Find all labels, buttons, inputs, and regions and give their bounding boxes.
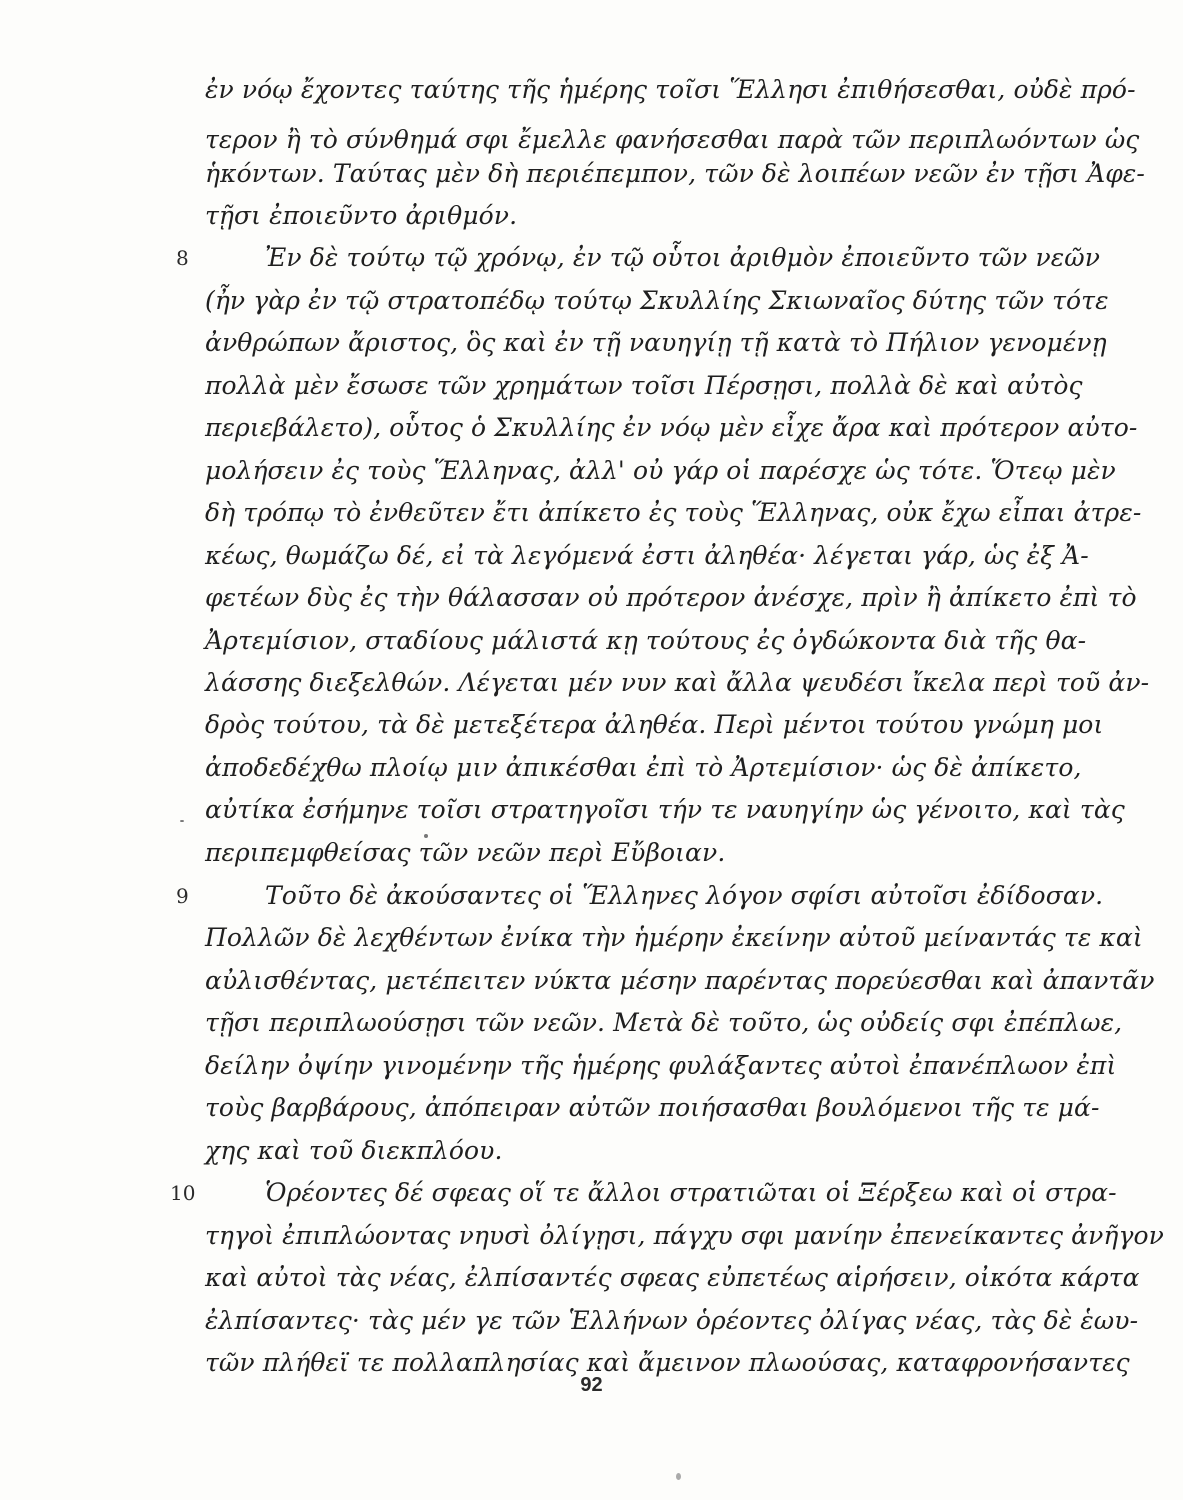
text-line: Πολλῶν δὲ λεχθέντων ἐνίκα τὴν ἡμέρην ἐκείνην αὐτοῦ μείναντάς τε καὶ <box>205 923 1143 952</box>
text-line: τοὺς βαρβάρους, ἀπόπειραν αὐτῶν ποιήσασθαι βουλόμενοι τῆς τε μά- <box>205 1093 1100 1122</box>
text-line: πολλὰ μὲν ἔσωσε τῶν χρημάτων τοῖσι Πέρσῃσι, πολλὰ δὲ καὶ αὐτὸς <box>205 371 1083 400</box>
text-line: δὴ τρόπῳ τὸ ἐνθεῦτεν ἔτι ἀπίκετο ἐς τοὺς Ἕλληνας, οὐκ ἔχω εἶπαι ἀτρε- <box>205 498 1142 527</box>
text-line: ἡκόντων. Ταύτας μὲν δὴ περιέπεμπον, τῶν δὲ λοιπέων νεῶν ἐν τῇσι Ἀφε- <box>205 159 1145 188</box>
section-number-9: 9 <box>176 884 189 908</box>
text-line: καὶ αὐτοὶ τὰς νέας, ἐλπίσαντές σφεας εὐπετέως αἱρήσειν, οἰκότα κάρτα <box>205 1263 1140 1292</box>
text-line: περιπεμφθείσας τῶν νεῶν περὶ Εὔβοιαν. <box>205 838 726 867</box>
text-line: λάσσης διεξελθών. Λέγεται μέν νυν καὶ ἄλλα ψευδέσι ἴκελα περὶ τοῦ ἀν- <box>205 668 1150 697</box>
text-line: Ὁρέοντες δέ σφεας οἵ τε ἄλλοι στρατιῶται οἱ Ξέρξεω καὶ οἱ στρα- <box>265 1178 1117 1207</box>
text-line: Ἀρτεμίσιον, σταδίους μάλιστά κῃ τούτους ἐς ὀγδώκοντα διὰ τῆς θα- <box>205 626 1087 655</box>
text-line: τηγοὶ ἐπιπλώοντας νηυσὶ ὀλίγῃσι, πάγχυ σφι μανίην ἐπενείκαντες ἀνῆγον <box>205 1221 1164 1250</box>
section-number-10: 10 <box>170 1181 196 1205</box>
text-line: αὐλισθέντας, μετέπειτεν νύκτα μέσην παρέντας πορεύεσθαι καὶ ἀπαντᾶν <box>205 966 1155 995</box>
text-line: αὐτίκα ἐσήμηνε τοῖσι στρατηγοῖσι τήν τε ναυηγίην ὡς γένοιτο, καὶ τὰς <box>205 795 1125 824</box>
text-line: (ἦν γὰρ ἐν τῷ στρατοπέδῳ τούτῳ Σκυλλίης Σκιωναῖος δύτης τῶν τότε <box>205 286 1109 315</box>
text-line: Τοῦτο δὲ ἀκούσαντες οἱ Ἕλληνες λόγον σφίσι αὐτοῖσι ἐδίδοσαν. <box>265 881 1104 910</box>
text-line: κέως, θωμάζω δέ, εἰ τὰ λεγόμενά ἐστι ἀληθέα· λέγεται γάρ, ὡς ἐξ Ἀ- <box>205 541 1089 570</box>
text-line: μολήσειν ἐς τοὺς Ἕλληνας, ἀλλ' οὐ γάρ οἱ παρέσχε ὡς τότε. Ὅτεῳ μὲν <box>205 456 1116 485</box>
scan-speck <box>676 1473 681 1480</box>
text-line: τῶν πλήθεϊ τε πολλαπλησίας καὶ ἄμεινον πλωούσας, καταφρονήσαντες <box>205 1348 1130 1377</box>
page-number: 92 <box>580 1374 603 1396</box>
text-line: Ἐν δὲ τούτῳ τῷ χρόνῳ, ἐν τῷ οὗτοι ἀριθμὸν ἐποιεῦντο τῶν νεῶν <box>265 243 1101 272</box>
text-line: δρὸς τούτου, τὰ δὲ μετεξέτερα ἀληθέα. Περὶ μέντοι τούτου γνώμη μοι <box>205 710 1104 739</box>
text-line: χης καὶ τοῦ διεκπλόου. <box>205 1136 503 1165</box>
scan-speck <box>424 834 428 838</box>
text-line: ἐλπίσαντες· τὰς μέν γε τῶν Ἑλλήνων ὁρέοντες ὀλίγας νέας, τὰς δὲ ἑωυ- <box>205 1306 1139 1335</box>
text-line: ἀποδεδέχθω πλοίῳ μιν ἀπικέσθαι ἐπὶ τὸ Ἀρτεμίσιον· ὡς δὲ ἀπίκετο, <box>205 753 1082 782</box>
text-line: τερον ἢ τὸ σύνθημά σφι ἔμελλε φανήσεσθαι παρὰ τῶν περιπλωόντων ὡς <box>205 125 1140 154</box>
section-number-8: 8 <box>176 246 189 270</box>
text-line: τῇσι ἐποιεῦντο ἀριθμόν. <box>205 201 518 230</box>
text-line: ἀνθρώπων ἄριστος, ὃς καὶ ἐν τῇ ναυηγίῃ τῇ κατὰ τὸ Πήλιον γενομένῃ <box>205 328 1107 357</box>
text-line: φετέων δὺς ἐς τὴν θάλασσαν οὐ πρότερον ἀνέσχε, πρὶν ἢ ἀπίκετο ἐπὶ τὸ <box>205 583 1137 612</box>
text-line: τῇσι περιπλωούσῃσι τῶν νεῶν. Μετὰ δὲ τοῦτο, ὡς οὐδείς σφι ἐπέπλωε, <box>205 1008 1123 1037</box>
text-line: περιεβάλετο), οὗτος ὁ Σκυλλίης ἐν νόῳ μὲν εἶχε ἄρα καὶ πρότερον αὐτο- <box>205 413 1138 442</box>
text-line: δείλην ὀψίην γινομένην τῆς ἡμέρης φυλάξαντες αὐτοὶ ἐπανέπλωον ἐπὶ <box>205 1051 1117 1080</box>
scan-speck <box>180 820 184 822</box>
text-line: ἐν νόῳ ἔχοντες ταύτης τῆς ἡμέρης τοῖσι Ἕλλησι ἐπιθήσεσθαι, οὐδὲ πρό- <box>205 75 1136 104</box>
